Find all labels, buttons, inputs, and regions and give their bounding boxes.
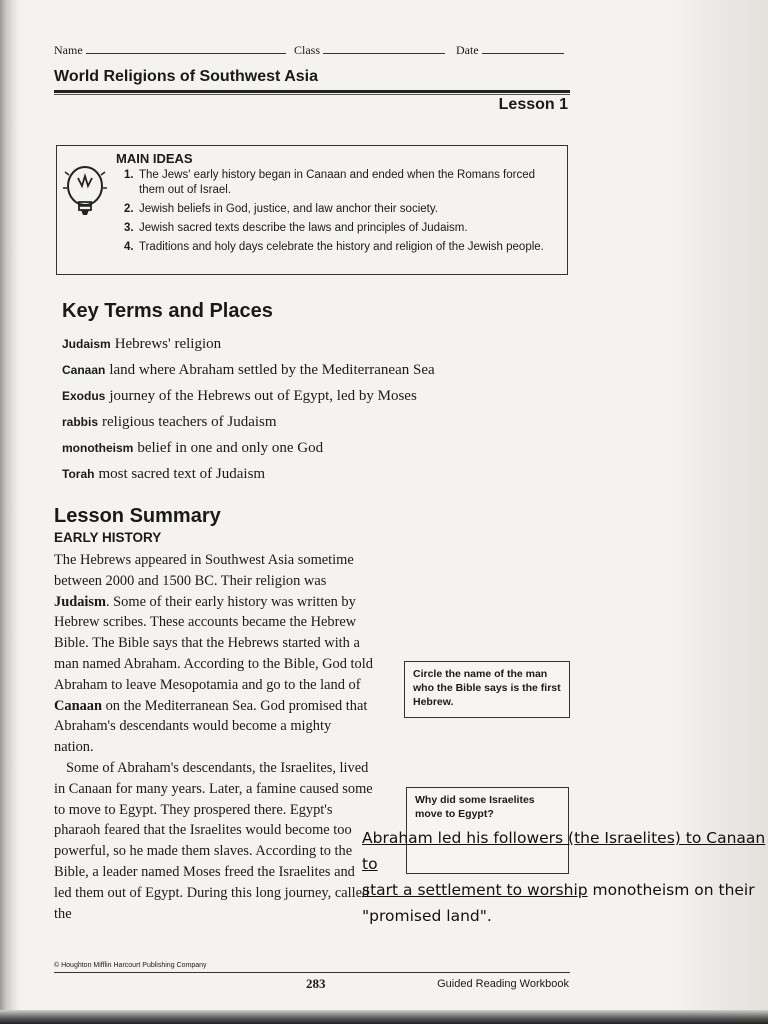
main-idea-text: Jewish beliefs in God, justice, and law anchor their society. [139,203,438,215]
key-term: Canaan [62,363,106,377]
summary-paragraph-2: Some of Abraham's descendants, the Israelites, lived in Canaan for many years. Later, a famine caused some to move to Egypt. They prospered there. Egypt's pharaoh feared that the Israelites would become too powerful, so he made them slaves. According to the Bible, a leader named Moses freed the Israelites and led them out of Egypt. During this long journey, called the [54,759,373,922]
answer-text: monotheism on their [587,881,755,899]
key-term-definition: land where Abraham settled by the Mediterranean Sea [109,362,435,378]
main-idea-number: 3. [124,222,134,234]
date-label: Date [456,43,479,57]
main-idea-number: 1. [124,169,134,181]
main-idea-text: The Jews' early history began in Canaan and ended when the Romans forced them out of Israel. [139,169,535,196]
main-ideas-heading: MAIN IDEAS [116,151,193,166]
name-field [54,42,286,58]
question-box-1: Circle the name of the man who the Bible says is the first Hebrew. [404,661,570,718]
answer-text: Abraham led his followers (the Israelites) to Canaan to [362,829,766,873]
workbook-title: Guided Reading Workbook [437,978,569,990]
key-term-definition: religious teachers of Judaism [102,414,277,430]
answer-text: start a settlement to worship [362,881,588,899]
key-term: Torah [62,467,95,481]
answer-line-3: "promised land". [362,907,492,925]
summary-body [54,550,374,924]
main-idea-number: 2. [124,203,134,215]
key-term-row [62,414,277,431]
answer-line-2 [362,877,768,903]
key-term: Exodus [62,389,106,403]
main-idea-item [124,240,544,255]
question-box-2: Why did some Israelites move to Egypt? [406,787,569,874]
title-rule [54,90,570,93]
footer-rule [54,972,570,973]
summary-text: . Some of their early history was written by Hebrew scribes. These accounts became the Hebrew Bible. The Bible says that the Hebrews started with a man named Abraham. According to the Bible, God told Abraham to leave Mesopotamia and go to the land of [54,593,373,693]
lesson-summary-heading: Lesson Summary [54,505,221,527]
key-term-row [62,388,417,405]
page-title: World Religions of Southwest Asia [54,68,319,85]
scan-bottom-edge [0,1010,768,1024]
name-label: Name [54,43,83,57]
key-term-row [62,362,435,379]
main-idea-number: 4. [124,241,134,253]
summary-bold-term: Canaan [54,697,102,714]
summary-bold-term: Judaism [54,593,106,610]
summary-text: on the Mediterranean Sea. God promised that Abraham's descendants would become a mighty nation. [54,697,368,756]
main-ideas-box [56,145,568,275]
key-term-definition: Hebrews' religion [114,336,222,352]
date-line [482,42,564,54]
main-idea-item [124,168,544,198]
scan-left-edge [0,0,20,1024]
name-line [86,42,286,54]
class-label: Class [294,43,321,57]
page-number: 283 [306,976,326,991]
key-term: Judaism [62,337,111,351]
key-term-row [62,440,323,457]
key-terms-heading: Key Terms and Places [62,300,273,322]
key-term-row [62,466,265,483]
main-idea-text: Traditions and holy days celebrate the history and religion of the Jewish people. [139,241,544,253]
lesson-label: Lesson 1 [498,96,568,113]
main-idea-item [124,221,544,236]
key-term-row [62,336,221,353]
summary-paragraph-1 [54,550,374,758]
early-history-heading: EARLY HISTORY [54,530,162,545]
answer-line-1 [362,825,768,877]
summary-text: The Hebrews appeared in Southwest Asia sometime between 2000 and 1500 BC. Their religion was [54,552,354,589]
class-line [323,42,445,54]
date-field [456,42,564,58]
lightbulb-icon [63,164,107,228]
main-ideas-list [124,168,544,259]
class-field [294,42,445,58]
key-term-definition: journey of the Hebrews out of Egypt, led by Moses [109,388,417,404]
main-idea-item [124,202,544,217]
typed-answer[interactable] [362,825,768,929]
main-idea-text: Jewish sacred texts describe the laws and principles of Judaism. [139,222,468,234]
key-term: rabbis [62,415,99,429]
key-term-definition: most sacred text of Judaism [98,466,266,482]
title-rule-thin [54,94,570,95]
key-term: monotheism [62,441,134,455]
copyright-notice: © Houghton Mifflin Harcourt Publishing Company [54,962,207,969]
key-term-definition: belief in one and only one God [137,440,324,456]
